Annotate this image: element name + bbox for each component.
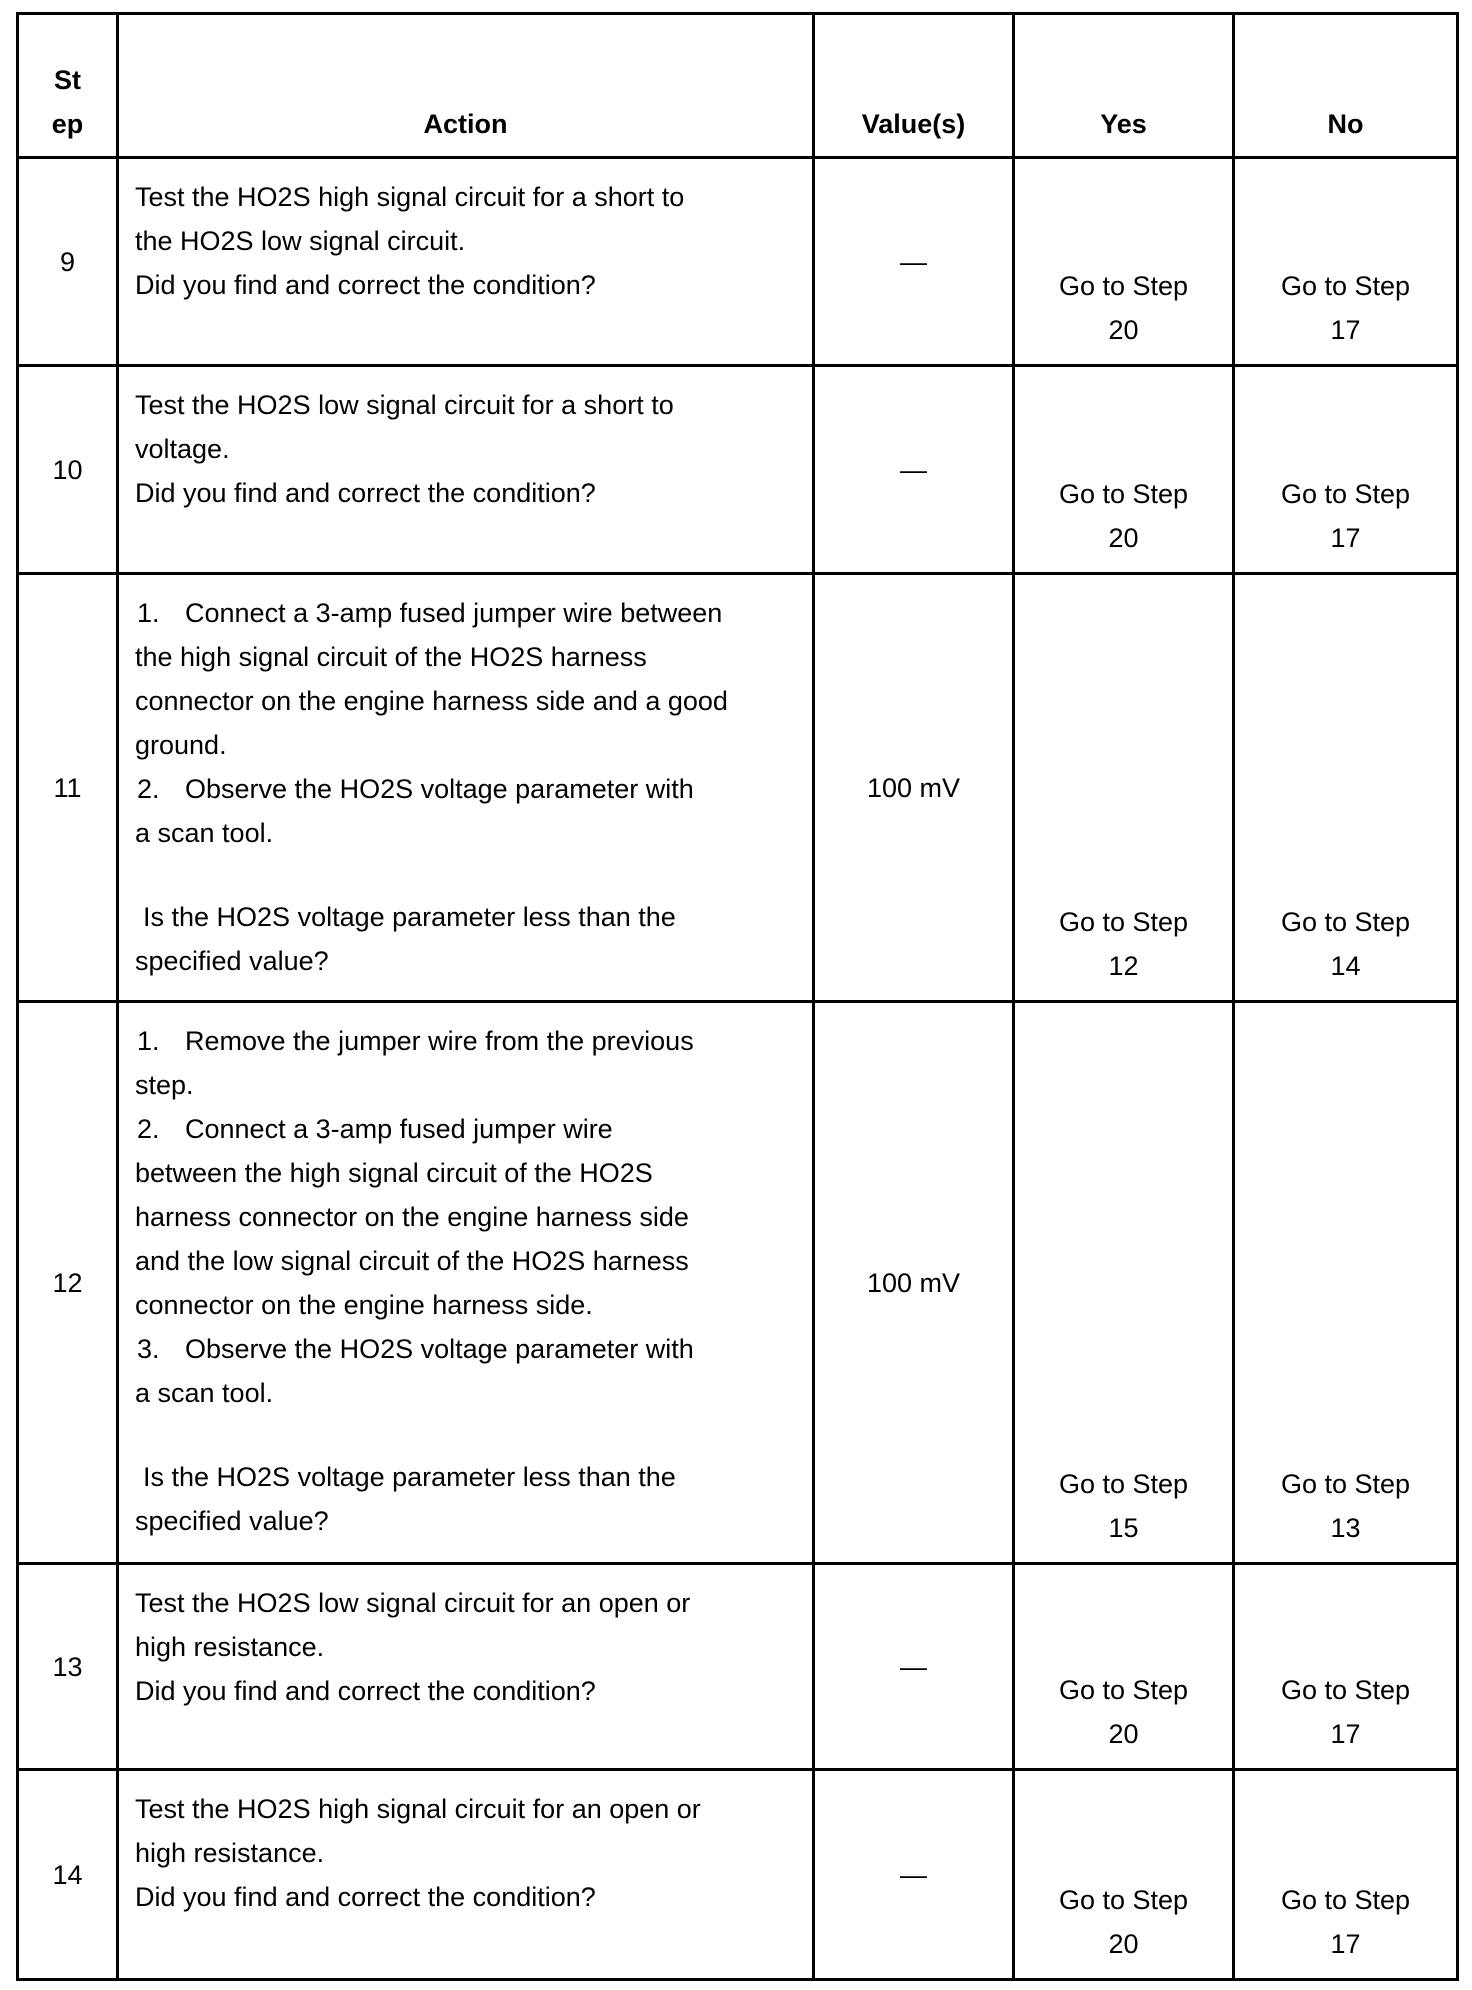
question-line: specified value? xyxy=(135,946,329,976)
question-line: Is the HO2S voltage parameter less than the xyxy=(143,902,676,932)
value-text: — xyxy=(814,1564,1014,1770)
header-yes: Yes xyxy=(1014,14,1234,158)
go-to-number: 20 xyxy=(1108,315,1139,345)
yes-go-to-step xyxy=(1014,366,1234,574)
action-line: the high signal circuit of the HO2S harness xyxy=(135,642,647,672)
step-number: 14 xyxy=(18,1770,118,1980)
action-line: Remove the jumper wire from the previous xyxy=(185,1026,694,1056)
go-to-label: Go to Step xyxy=(1058,1469,1189,1499)
question-line: specified value? xyxy=(135,1506,329,1536)
table-header-row xyxy=(18,14,1458,158)
action-list-item xyxy=(135,1019,788,1063)
action-line: and the low signal circuit of the HO2S harness xyxy=(135,1246,689,1276)
table-row-step-14 xyxy=(18,1770,1458,1980)
no-go-to-step xyxy=(1234,1564,1458,1770)
go-to-label: Go to Step xyxy=(1280,1885,1411,1915)
go-to-number: 17 xyxy=(1330,315,1361,345)
diagnostic-table xyxy=(16,12,1459,1981)
header-action: Action xyxy=(118,14,814,158)
step-number: 11 xyxy=(18,574,118,1002)
action-text xyxy=(118,1002,814,1564)
list-number: 1. xyxy=(137,1026,160,1056)
yes-go-to-step xyxy=(1014,1564,1234,1770)
action-line: Did you find and correct the condition? xyxy=(135,478,596,508)
go-to-number: 17 xyxy=(1330,1719,1361,1749)
table-row-step-12 xyxy=(18,1002,1458,1564)
list-number: 1. xyxy=(137,598,160,628)
no-go-to-step xyxy=(1234,366,1458,574)
table-row-step-10 xyxy=(18,366,1458,574)
action-list-item xyxy=(135,767,788,811)
go-to-number: 14 xyxy=(1330,951,1361,981)
table-row-step-9 xyxy=(18,158,1458,366)
no-go-to-step xyxy=(1234,1002,1458,1564)
go-to-label: Go to Step xyxy=(1058,271,1189,301)
go-to-number: 17 xyxy=(1330,1929,1361,1959)
action-line: high resistance. xyxy=(135,1632,325,1662)
no-go-to-step xyxy=(1234,1770,1458,1980)
no-go-to-step xyxy=(1234,158,1458,366)
step-number: 9 xyxy=(18,158,118,366)
table-row-step-11 xyxy=(18,574,1458,1002)
yes-go-to-step xyxy=(1014,1002,1234,1564)
step-number: 13 xyxy=(18,1564,118,1770)
go-to-label: Go to Step xyxy=(1280,1675,1411,1705)
action-text xyxy=(118,574,814,1002)
action-line: the HO2S low signal circuit. xyxy=(135,226,466,256)
action-line: Did you find and correct the condition? xyxy=(135,1676,596,1706)
step-number: 10 xyxy=(18,366,118,574)
list-number: 3. xyxy=(137,1334,160,1364)
action-line: Test the HO2S high signal circuit for a short to xyxy=(135,182,685,212)
step-number: 12 xyxy=(18,1002,118,1564)
action-line: a scan tool. xyxy=(135,1378,274,1408)
go-to-number: 13 xyxy=(1330,1513,1361,1543)
yes-go-to-step xyxy=(1014,574,1234,1002)
go-to-label: Go to Step xyxy=(1280,1469,1411,1499)
action-text xyxy=(118,1770,814,1980)
action-line: between the high signal circuit of the HO2S xyxy=(135,1158,653,1188)
question-line: Is the HO2S voltage parameter less than the xyxy=(143,1462,676,1492)
no-go-to-step xyxy=(1234,574,1458,1002)
action-line: Did you find and correct the condition? xyxy=(135,1882,596,1912)
header-step xyxy=(18,14,118,158)
action-line: harness connector on the engine harness side xyxy=(135,1202,689,1232)
value-text: — xyxy=(814,158,1014,366)
action-list-item xyxy=(135,1107,788,1151)
action-line: voltage. xyxy=(135,434,230,464)
action-text xyxy=(118,1564,814,1770)
go-to-number: 20 xyxy=(1108,1929,1139,1959)
go-to-number: 20 xyxy=(1108,523,1139,553)
header-values: Value(s) xyxy=(814,14,1014,158)
spacer xyxy=(135,855,788,895)
action-line: step. xyxy=(135,1070,194,1100)
action-line: ground. xyxy=(135,730,227,760)
action-line: Did you find and correct the condition? xyxy=(135,270,596,300)
go-to-number: 12 xyxy=(1108,951,1139,981)
list-number: 2. xyxy=(137,1114,160,1144)
go-to-label: Go to Step xyxy=(1280,907,1411,937)
action-line: Connect a 3-amp fused jumper wire between xyxy=(185,598,723,628)
action-line: Observe the HO2S voltage parameter with xyxy=(185,774,694,804)
action-text xyxy=(118,158,814,366)
value-text: 100 mV xyxy=(814,1002,1014,1564)
header-step-line1: St xyxy=(54,65,81,95)
action-text xyxy=(118,366,814,574)
value-text: — xyxy=(814,366,1014,574)
yes-go-to-step xyxy=(1014,1770,1234,1980)
go-to-label: Go to Step xyxy=(1058,907,1189,937)
go-to-label: Go to Step xyxy=(1058,1885,1189,1915)
go-to-label: Go to Step xyxy=(1280,271,1411,301)
go-to-number: 17 xyxy=(1330,523,1361,553)
action-line: connector on the engine harness side and a good xyxy=(135,686,728,716)
action-line: connector on the engine harness side. xyxy=(135,1290,593,1320)
go-to-label: Go to Step xyxy=(1058,479,1189,509)
action-line: high resistance. xyxy=(135,1838,325,1868)
value-text: 100 mV xyxy=(814,574,1014,1002)
go-to-label: Go to Step xyxy=(1280,479,1411,509)
go-to-number: 20 xyxy=(1108,1719,1139,1749)
spacer xyxy=(135,1415,788,1455)
action-line: Test the HO2S low signal circuit for an open or xyxy=(135,1588,691,1618)
action-list-item xyxy=(135,591,788,635)
table-row-step-13 xyxy=(18,1564,1458,1770)
action-line: Test the HO2S high signal circuit for an open or xyxy=(135,1794,701,1824)
action-line: Connect a 3-amp fused jumper wire xyxy=(185,1114,613,1144)
header-step-line2: ep xyxy=(51,109,84,139)
action-line: Test the HO2S low signal circuit for a short to xyxy=(135,390,674,420)
action-list-item xyxy=(135,1327,788,1371)
value-text: — xyxy=(814,1770,1014,1980)
action-line: a scan tool. xyxy=(135,818,274,848)
yes-go-to-step xyxy=(1014,158,1234,366)
action-line: Observe the HO2S voltage parameter with xyxy=(185,1334,694,1364)
go-to-number: 15 xyxy=(1108,1513,1139,1543)
list-number: 2. xyxy=(137,774,160,804)
go-to-label: Go to Step xyxy=(1058,1675,1189,1705)
header-no: No xyxy=(1234,14,1458,158)
